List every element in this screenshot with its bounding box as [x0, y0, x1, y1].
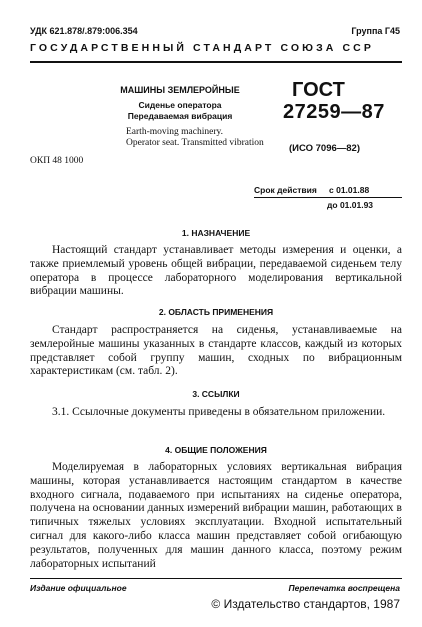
section-paragraph: Настоящий стандарт устанавливает методы измерения и оценки, а также приемлемый уровень общей вибрации, передаваемой сиденьем телу оператора в процессе лабораторного моделирования вертикальной вибрации машины.	[30, 244, 402, 298]
top-rule	[30, 61, 402, 63]
reprint-prohibited-label: Перепечатка воспрещена	[288, 583, 400, 593]
standard-title: ГОСУДАРСТВЕННЫЙ СТАНДАРТ СОЮЗА ССР	[30, 42, 374, 54]
udk-code: УДК 621.878/.879:006.354	[30, 26, 138, 36]
official-edition-label: Издание официальное	[30, 583, 127, 593]
title-operator-seat: Сиденье оператора	[138, 100, 222, 110]
section-heading: 3. ССЫЛКИ	[192, 389, 240, 399]
iso-reference: (ИСО 7096—82)	[289, 143, 361, 154]
okp-code: ОКП 48 1000	[30, 156, 84, 166]
russian-title-block	[105, 84, 255, 122]
section-heading: 1. НАЗНАЧЕНИЕ	[181, 228, 251, 238]
english-title-1: Earth-moving machinery.	[126, 127, 223, 137]
section-heading: 4. ОБЩИЕ ПОЛОЖЕНИЯ	[165, 445, 267, 455]
section-heading: 2. ОБЛАСТЬ ПРИМЕНЕНИЯ	[158, 307, 274, 317]
title-transmitted-vibration: Передаваемая вибрация	[127, 111, 233, 121]
title-machines: МАШИНЫ ЗЕМЛЕРОЙНЫЕ	[120, 85, 240, 95]
validity-label: Срок действия	[254, 185, 317, 195]
section-paragraph: Стандарт распространяется на сиденья, устанавливаемые на землеройные машины указанных в стандарте классов, каждый из которых представляет собой группу машин, сходных по вибрационным характеристикам (см. табл. 2).	[30, 324, 402, 378]
validity-from: с 01.01.88	[329, 185, 370, 195]
english-title-block	[126, 127, 286, 149]
gost-number: 27259—87	[283, 101, 385, 123]
copyright-notice: © Издательство стандартов, 1987	[211, 597, 400, 611]
validity-rule	[254, 197, 402, 198]
gost-label: ГОСТ	[292, 79, 345, 101]
validity-to: до 01.01.93	[327, 200, 374, 210]
english-title-2: Operator seat. Transmitted vibration	[126, 138, 264, 148]
bottom-rule	[30, 578, 402, 579]
section-paragraph: Моделируемая в лабораторных условиях вертикальная вибрация машины, которая устанавливается настоящим стандартом в качестве входного сигнала, подаваемого при испытаниях на сиденье оператора, получена на основании данных измерений вибрации машин, работающих в типичных тяжелых условиях эксплуатации. Входной испытательный сигнал для какого-либо класса машин представляет собой огибающую результатов, полученных для машин данного класса, поэтому режим лабораторных испытаний	[30, 461, 402, 570]
section-paragraph: 3.1. Ссылочные документы приведены в обязательном приложении.	[52, 406, 386, 418]
group-code: Группа Г45	[351, 26, 400, 36]
